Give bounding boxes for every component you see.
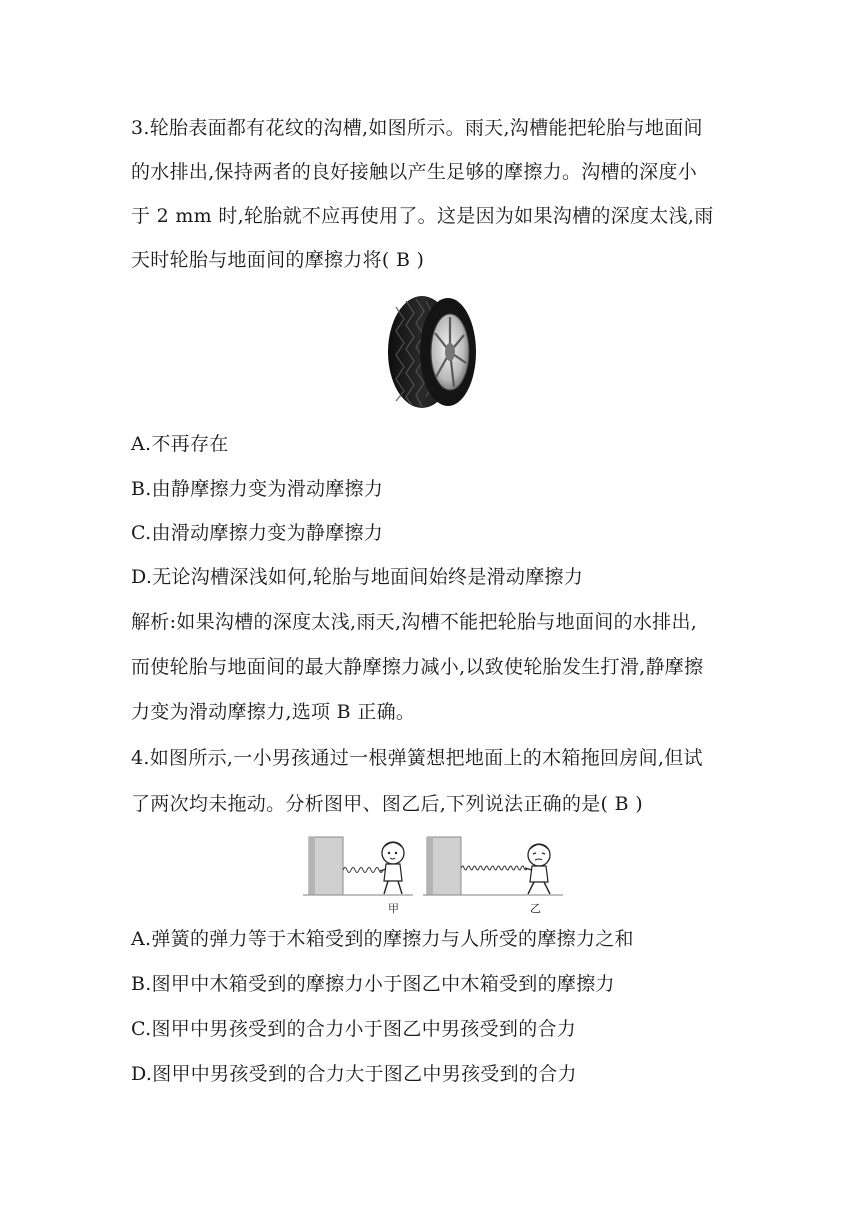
q3-line-3: 于 2 mm 时,轮胎就不应再使用了。这是因为如果沟槽的深度太浅,雨 [131, 205, 714, 227]
q4-option-b: B.图甲中木箱受到的摩擦力小于图乙中木箱受到的摩擦力 [131, 973, 615, 995]
figure-yi [423, 836, 563, 902]
q3-analysis-line-1: 解析:如果沟槽的深度太浅,雨天,沟槽不能把轮胎与地面间的水排出, [131, 611, 698, 633]
tire-image [382, 293, 478, 411]
q3-analysis-line-2: 而使轮胎与地面间的最大静摩擦力减小,以致使轮胎发生打滑,静摩擦 [131, 656, 704, 678]
figure-jia [303, 836, 413, 902]
q3-option-d: D.无论沟槽深浅如何,轮胎与地面间始终是滑动摩擦力 [131, 566, 584, 588]
q4-option-a: A.弹簧的弹力等于木箱受到的摩擦力与人所受的摩擦力之和 [131, 928, 634, 950]
q3-line-4: 天时轮胎与地面间的摩擦力将( B ) [131, 249, 425, 271]
figure-yi-label: 乙 [530, 902, 541, 915]
q3-option-c: C.由滑动摩擦力变为静摩擦力 [131, 522, 384, 544]
q3-line-1: 3.轮胎表面都有花纹的沟槽,如图所示。雨天,沟槽能把轮胎与地面间 [131, 117, 703, 139]
q4-line-2: 了两次均未拖动。分析图甲、图乙后,下列说法正确的是( B ) [131, 793, 643, 815]
q3-analysis-line-3: 力变为滑动摩擦力,选项 B 正确。 [131, 701, 416, 723]
q4-option-c: C.图甲中男孩受到的合力小于图乙中男孩受到的合力 [131, 1018, 577, 1040]
q4-line-1: 4.如图所示,一小男孩通过一根弹簧想把地面上的木箱拖回房间,但试 [131, 747, 703, 769]
q3-option-a: A.不再存在 [131, 433, 229, 455]
figure-jia-label: 甲 [388, 902, 399, 915]
q4-option-d: D.图甲中男孩受到的合力大于图乙中男孩受到的合力 [131, 1063, 577, 1085]
q3-option-b: B.由静摩擦力变为滑动摩擦力 [131, 478, 384, 500]
q3-line-2: 的水排出,保持两者的良好接触以产生足够的摩擦力。沟槽的深度小 [131, 161, 698, 183]
